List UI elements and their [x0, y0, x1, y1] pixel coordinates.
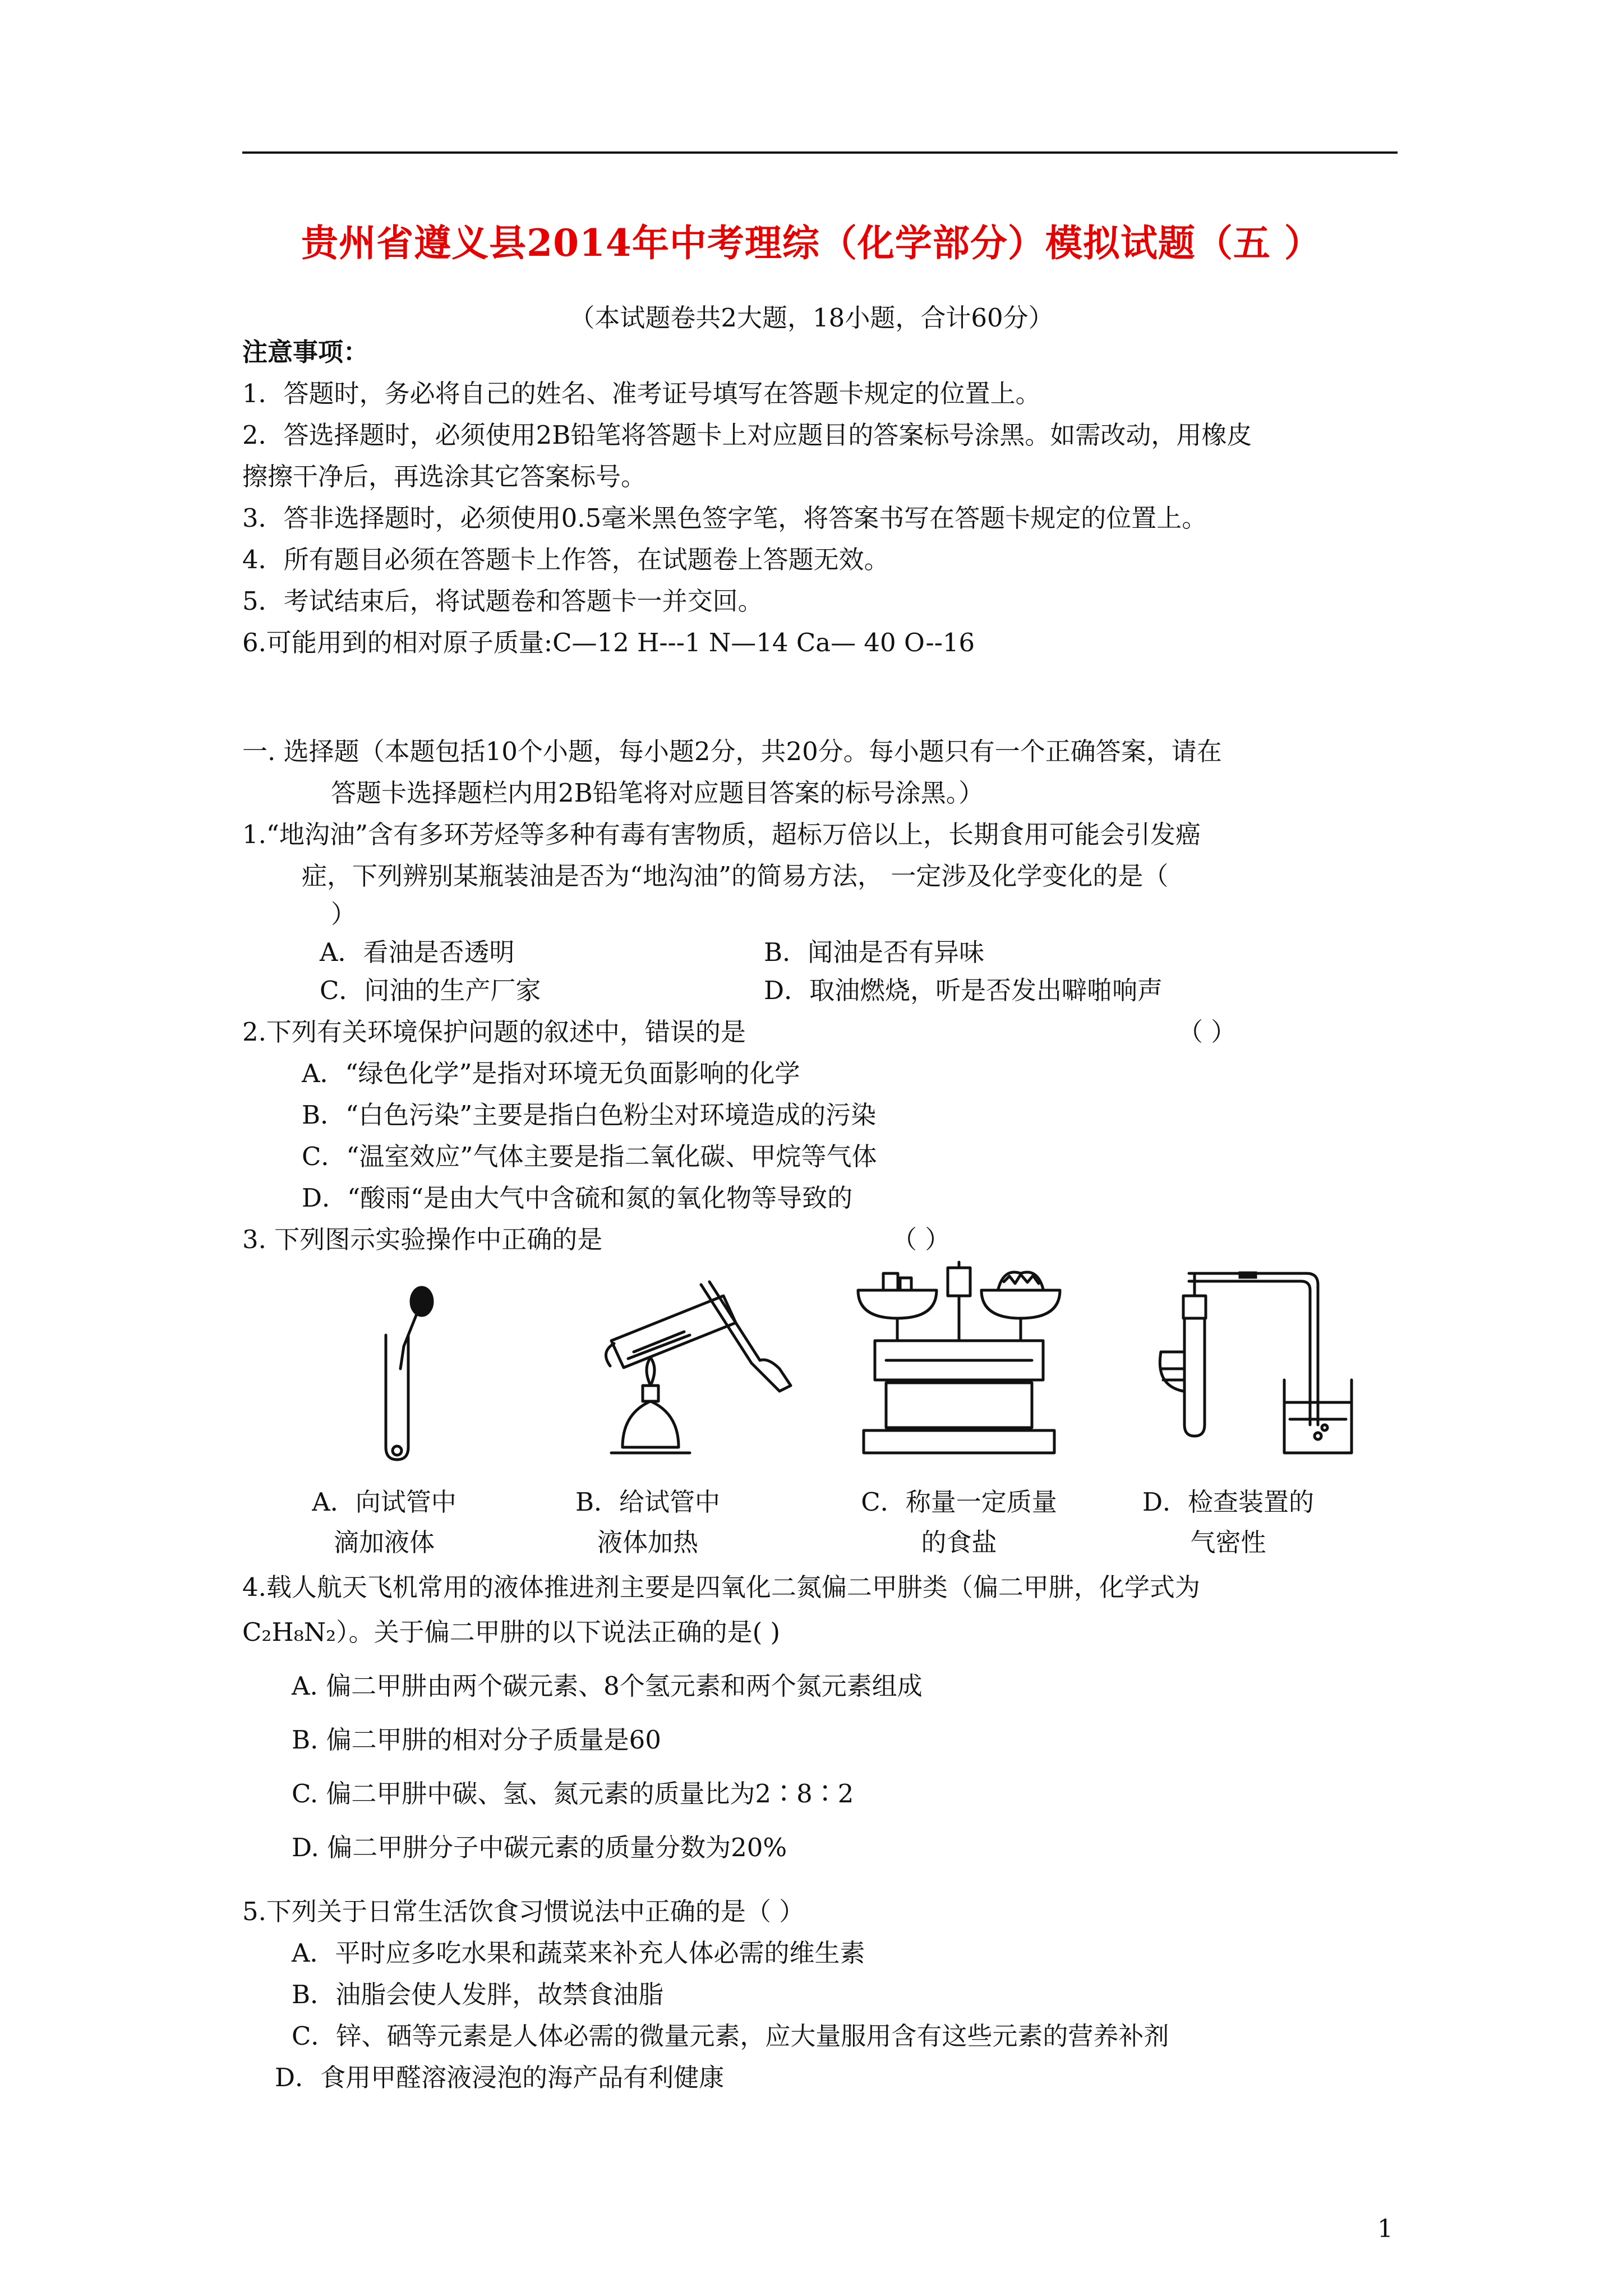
note-item: 1．答题时，务必将自己的姓名、准考证号填写在答题卡规定的位置上。: [242, 379, 1041, 408]
exam-info: （本试题卷共2大题，18小题，合计60分）: [569, 303, 1054, 333]
question-2-stem: 2.下列有关环境保护问题的叙述中，错误的是: [242, 1017, 746, 1047]
q1-option-b: B．闻油是否有异味: [764, 937, 985, 967]
page-number: 1: [1377, 2215, 1393, 2243]
q5-option-d: D．食用甲醛溶液浸泡的海产品有利健康: [275, 2063, 725, 2092]
airtightness-check-figure: [1150, 1257, 1385, 1470]
q5-option-a: A．平时应多吃水果和蔬菜来补充人体必需的维生素: [292, 1938, 865, 1968]
q4-option-d: D. 偏二甲肼分子中碳元素的质量分数为20%: [292, 1833, 787, 1862]
dropper-test-tube-figure: [359, 1285, 460, 1464]
figure-b-caption: B．给试管中 液体加热: [575, 1487, 721, 1557]
q1-option-d: D．取油燃烧，听是否发出噼啪响声: [764, 976, 1163, 1005]
question-5-stem: 5.下列关于日常生活饮食习惯说法中正确的是（ ）: [242, 1897, 805, 1926]
section-heading: 一. 选择题（本题包括10个小题，每小题2分，共20分。每小题只有一个正确答案，请在: [242, 737, 1222, 766]
question-4-stem-cont: C₂H₈N₂）。关于偏二甲肼的以下说法正确的是( ): [242, 1617, 781, 1647]
question-3-stem: 3. 下列图示实验操作中正确的是: [242, 1225, 603, 1254]
q1-option-a: A．看油是否透明: [320, 937, 515, 967]
section-instructions: 答题卡选择题栏内用2B铅笔将对应题目答案的标号涂黑。）: [331, 778, 984, 808]
q2-option-c: C．“温室效应”气体主要是指二氧化碳、甲烷等气体: [302, 1142, 877, 1171]
answer-paren: （ ）: [892, 1225, 951, 1254]
answer-paren: （ ）: [1178, 1017, 1237, 1047]
q1-option-c: C．问油的生产厂家: [320, 976, 541, 1005]
note-item: 2．答选择题时，必须使用2B铅笔将答题卡上对应题目的答案标号涂黑。如需改动，用橡皮: [242, 420, 1252, 450]
q2-option-b: B．“白色污染”主要是指白色粉尘对环境造成的污染: [302, 1100, 877, 1130]
q4-option-b: B. 偏二甲肼的相对分子质量是60: [292, 1725, 661, 1755]
q2-option-d: D．“酸雨“是由大气中含硫和氮的氧化物等导致的: [302, 1183, 853, 1213]
atomic-masses: 6.可能用到的相对原子质量:C—12 H---1 N—14 Ca— 40 O--16: [242, 628, 975, 657]
q4-option-a: A. 偏二甲肼由两个碳元素、8个氢元素和两个氮元素组成: [292, 1671, 923, 1701]
chemical-formula: C₂H₈N₂: [242, 1617, 336, 1647]
question-4-stem: 4.载人航天飞机常用的液体推进剂主要是四氧化二氮偏二甲肼类（偏二甲肼，化学式为: [242, 1572, 1200, 1602]
figure-d-caption: D．检查装置的 气密性: [1142, 1487, 1315, 1557]
question-1-stem-cont: 症，下列辨别某瓶装油是否为“地沟油”的简易方法， 一定涉及化学变化的是（: [302, 861, 1169, 891]
note-item: 4．所有题目必须在答题卡上作答，在试题卷上答题无效。: [242, 545, 889, 574]
q5-option-b: B．油脂会使人发胖，故禁食油脂: [292, 1980, 664, 2009]
notes-heading: 注意事项：: [242, 337, 369, 367]
balance-weighing-figure: [852, 1257, 1066, 1470]
question-1-stem: 1.“地沟油”含有多环芳烃等多种有毒有害物质，超标万倍以上，长期食用可能会引发癌: [242, 820, 1201, 849]
figure-c-caption: C．称量一定质量 的食盐: [861, 1487, 1057, 1557]
note-item: 5．考试结束后，将试题卷和答题卡一并交回。: [242, 586, 763, 616]
heating-test-tube-figure: [589, 1273, 802, 1464]
figure-a-caption: A．向试管中 滴加液体: [312, 1487, 457, 1557]
q5-option-c: C．锌、硒等元素是人体必需的微量元素，应大量服用含有这些元素的营养补剂: [292, 2021, 1169, 2051]
note-item: 擦擦干净后，再选涂其它答案标号。: [242, 462, 647, 491]
q2-option-a: A．“绿色化学”是指对环境无负面影响的化学: [302, 1059, 800, 1088]
note-item: 3．答非选择题时，必须使用0.5毫米黑色签字笔，将答案书写在答题卡规定的位置上。: [242, 503, 1207, 533]
question-1-paren: ）: [331, 899, 357, 929]
page-title: 贵州省遵义县2014年中考理综（化学部分）模拟试题（五 ）: [301, 221, 1322, 265]
header-rule: [242, 151, 1398, 154]
q4-option-c: C. 偏二甲肼中碳、氢、氮元素的质量比为2∶8∶2: [292, 1779, 854, 1809]
